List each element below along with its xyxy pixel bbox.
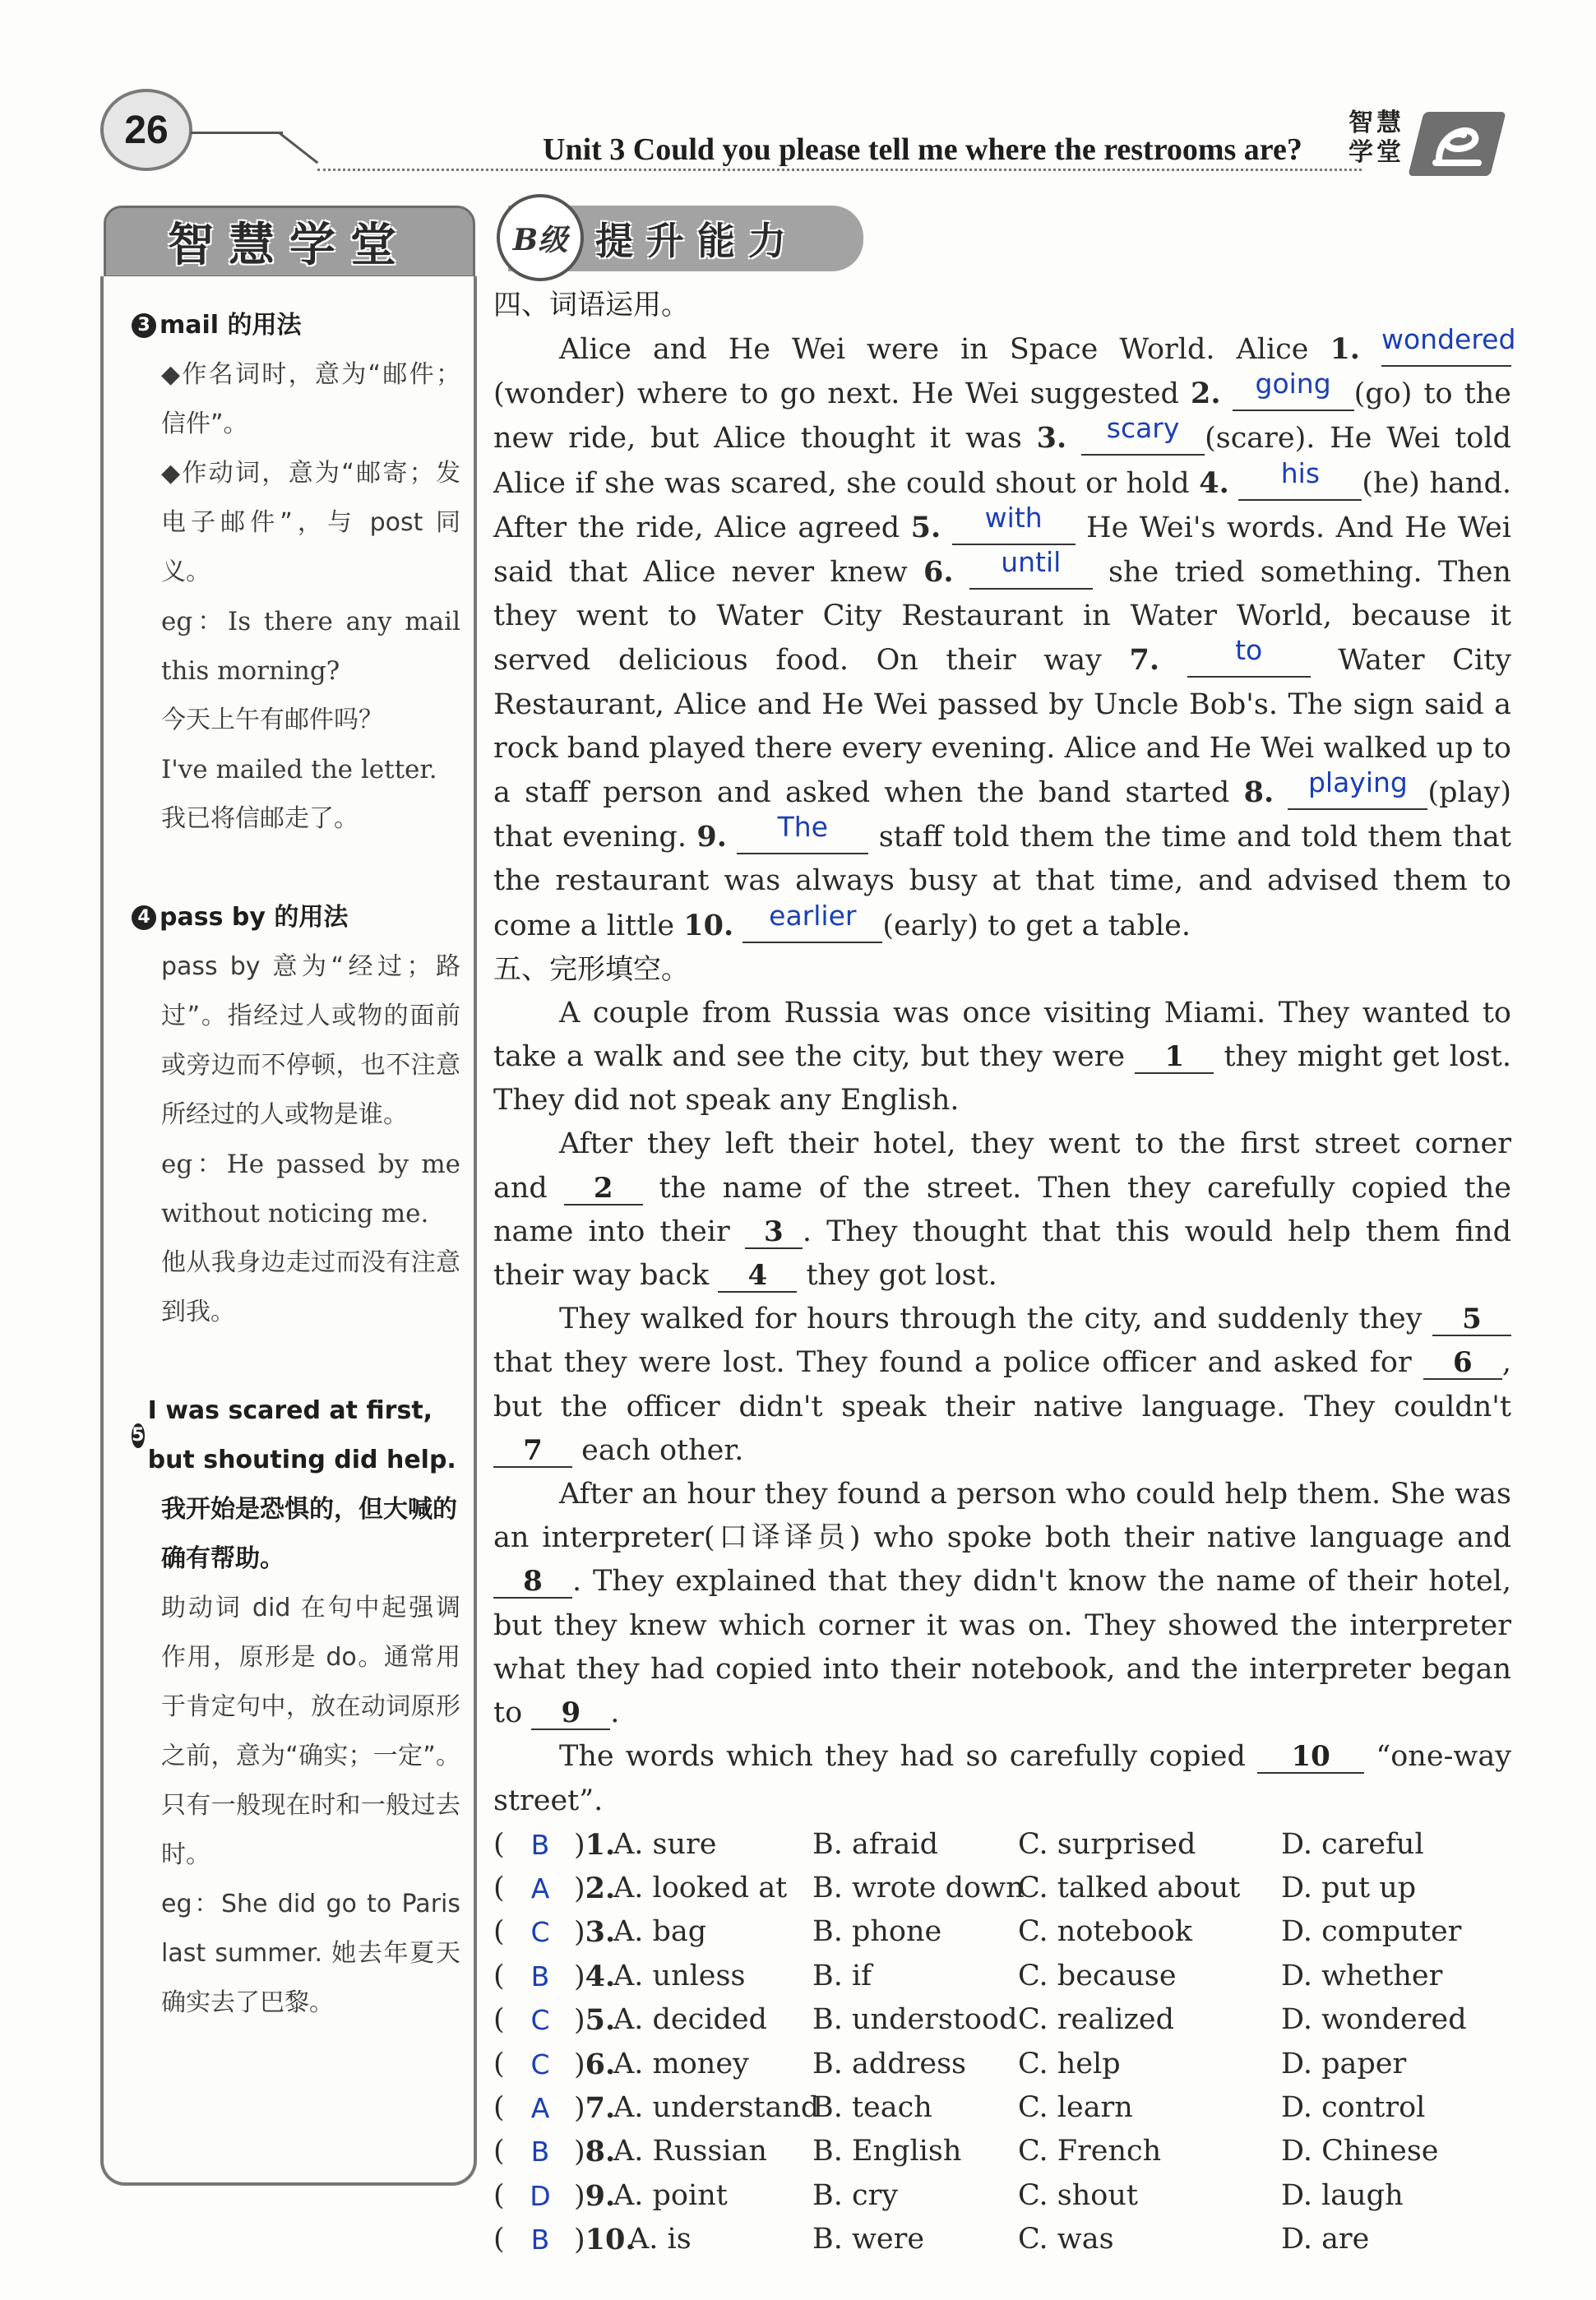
answer-choice[interactable]: B (530, 2136, 550, 2168)
option-b[interactable]: B. if (812, 1959, 872, 1992)
section-4-title: 四、词语运用。 (493, 289, 689, 322)
option-row: ( A )2. A. looked at B. wrote down C. talked about D. put up (493, 1867, 1511, 1910)
answer-blank-2[interactable] (1233, 368, 1354, 411)
note-3-line: ◆作动词，意为“邮寄；发电子邮件”，与 post 同义。 (161, 459, 460, 586)
question-number: 1. (1330, 332, 1360, 366)
option-b[interactable]: B. English (812, 2135, 962, 2168)
answer-text: to (1235, 634, 1263, 667)
answer-blank-9[interactable] (737, 811, 868, 854)
answer-blank-1[interactable] (1381, 323, 1516, 367)
note-4-example: eg：He passed by me without noticing me. (161, 1150, 460, 1229)
option-b[interactable]: B. were (812, 2223, 925, 2256)
passage-text: to get a table. (988, 909, 1191, 942)
option-c[interactable]: C. help (1018, 2047, 1121, 2080)
option-d[interactable]: D. are (1281, 2223, 1370, 2256)
option-row: ( B )8. A. Russian B. English C. French D. Chinese (493, 2130, 1511, 2173)
passage-text: to the new ride, but Alice thought it was (493, 377, 1511, 456)
cloze-blank-2[interactable]: 2 (564, 1173, 643, 1206)
question-number: 2. (1191, 377, 1221, 411)
banner-right-title: 提升能力 (595, 219, 799, 263)
question-number: 5. (910, 510, 941, 544)
note-3-line: ◆作名词时，意为“邮件；信件”。 (161, 360, 460, 438)
option-a[interactable]: A. point (613, 2178, 728, 2212)
note-4-translation: 他从我身边走过而没有注意到我。 (161, 1248, 460, 1326)
answer-choice[interactable]: A (530, 2092, 550, 2125)
note-3-example: eg：Is there any mail this morning? (161, 607, 460, 686)
hint-text: (he) (1362, 466, 1420, 500)
cloze-paragraph-3: They walked for hours through the city, and suddenly they 5 that they were lost. They found a police officer and asked for 6 , but the officer didn't speak their native language. They couldn't 7 each other. (493, 1303, 1511, 1467)
cloze-blank-4[interactable]: 4 (718, 1260, 797, 1293)
answer-text: earlier (769, 899, 857, 932)
hint-text: (go) (1353, 377, 1413, 411)
option-b[interactable]: B. understood (812, 2003, 1018, 2037)
option-c[interactable]: C. shout (1018, 2178, 1138, 2212)
option-row: ( B )1. A. sure B. afraid C. surprised D. careful (493, 1823, 1511, 1867)
option-c[interactable]: C. surprised (1018, 1827, 1196, 1861)
note-number-badge: 4 (132, 905, 156, 930)
option-b[interactable]: B. teach (812, 2091, 932, 2125)
question-number: 3. (1036, 421, 1067, 456)
answer-text: until (1001, 546, 1062, 579)
question-number: 7. (1129, 643, 1160, 678)
hint-text: (wonder) (493, 377, 626, 411)
answer-blank-6[interactable] (969, 546, 1093, 590)
answer-choice[interactable]: D (530, 2179, 551, 2212)
option-c[interactable]: C. was (1018, 2223, 1114, 2256)
logo-text-line2: 学堂 (1349, 138, 1404, 167)
option-d[interactable]: D. laugh (1281, 2178, 1404, 2212)
logo-icon (1408, 112, 1506, 176)
cloze-blank-6[interactable]: 6 (1423, 1347, 1502, 1380)
option-row: ( C )6. A. money B. address C. help D. paper (493, 2043, 1511, 2086)
option-list (493, 1823, 1511, 2262)
sidebar-notes (100, 276, 477, 2186)
option-row: ( A )7. A. understand B. teach C. learn D. control (493, 2086, 1511, 2130)
answer-blank-7[interactable] (1187, 634, 1311, 678)
note-3-translation: 我已将信邮走了。 (161, 804, 359, 833)
option-d[interactable]: D. Chinese (1281, 2135, 1439, 2168)
logo-swirl-icon (1427, 117, 1487, 171)
answer-text: The (777, 811, 828, 844)
option-a[interactable]: A. Russian (613, 2135, 767, 2168)
answer-text: going (1255, 368, 1331, 400)
option-a[interactable]: A. understand (613, 2091, 820, 2125)
cloze-paragraph-4: After an hour they found a person who could help them. She was an interpreter(口译译员) who spoke both their native language and 8 . They explained that they didn't know the name of their hotel, but they knew which corner it was on. They showed the interpreter what they had copied into their notebook, and the interpreter began to 9 . (493, 1478, 1511, 1730)
hint-text: (early) (882, 909, 978, 942)
note-3-title: mail 的用法 (160, 311, 302, 340)
cloze-blank-10[interactable]: 10 (1257, 1741, 1364, 1774)
note-number-badge: 5 (132, 1423, 145, 1448)
level-badge: B级 (497, 194, 584, 281)
option-a[interactable]: A. is (628, 2223, 692, 2256)
passage-text: hand. After the ride, Alice agreed (493, 466, 1511, 544)
option-a[interactable]: A. decided (613, 2003, 767, 2037)
note-4-title: pass by 的用法 (160, 903, 349, 932)
option-c[interactable]: C. French (1018, 2135, 1162, 2168)
header-rule (191, 132, 283, 134)
question-number: 4. (1199, 465, 1229, 500)
answer-choice[interactable]: C (530, 2004, 550, 2037)
cloze-paragraph-1: A couple from Russia was once visiting Miami. They wanted to take a walk and see the city, but they were 1 they might get lost. They did not speak any English. (493, 996, 1511, 1118)
option-row: ( C )3. A. bag B. phone C. notebook D. computer (493, 1910, 1511, 1954)
option-c[interactable]: C. realized (1018, 2003, 1175, 2037)
note-3-heading (132, 301, 460, 350)
logo-text-line1: 智慧 (1349, 109, 1404, 137)
passage-text: staff told them the time and told them that the restaurant was always busy at that time, and advised them to come a little (493, 821, 1511, 942)
note-5-line: 助动词 did 在句中起强调作用，原形是 do。通常用于肯定句中，放在动词原形之前，意为“确实；一定”。只有一般现在时和一般过去时。 (161, 1594, 460, 1869)
cloze-paragraph-5: The words which they had so carefully copied 10 “one-way street”. (493, 1740, 1511, 1817)
option-row: ( C )5. A. decided B. understood C. realized D. wondered (493, 1998, 1511, 2042)
option-d[interactable]: D. computer (1281, 1915, 1462, 1949)
hint-text: (scare). (1205, 422, 1316, 456)
page-number: 26 (100, 89, 192, 171)
answer-choice[interactable]: B (530, 1828, 550, 1861)
answer-blank-5[interactable] (952, 501, 1076, 545)
answer-text: scary (1106, 412, 1180, 445)
option-d[interactable]: D. wondered (1281, 2003, 1467, 2037)
cloze-blank-5[interactable]: 5 (1432, 1303, 1511, 1336)
option-a[interactable]: A. looked at (613, 1872, 788, 1905)
answer-choice[interactable]: B (530, 1960, 550, 1992)
option-row: ( D )9. A. point B. cry C. shout D. laugh (493, 2174, 1511, 2218)
note-5-heading (132, 1386, 460, 1485)
option-c[interactable]: C. notebook (1018, 1915, 1192, 1949)
section-5-title: 五、完形填空。 (493, 952, 689, 986)
option-d[interactable]: D. paper (1281, 2047, 1407, 2080)
answer-choice[interactable]: A (530, 1872, 550, 1905)
cloze-blank-7[interactable]: 7 (493, 1435, 572, 1468)
note-3-example: I've mailed the letter. (161, 755, 437, 784)
answer-text: his (1280, 456, 1321, 489)
answer-choice[interactable]: C (530, 1916, 550, 1949)
question-number: 10. (683, 908, 734, 942)
option-d[interactable]: D. careful (1281, 1827, 1424, 1861)
passage-text: He Wei told Alice if she was scared, she could shout or hold (493, 422, 1511, 500)
option-d[interactable]: D. control (1281, 2091, 1426, 2125)
option-b[interactable]: B. cry (812, 2178, 899, 2212)
option-row: ( B )10. A. is B. were C. was D. are (493, 2218, 1511, 2261)
header-rule-slant (278, 132, 318, 164)
option-b[interactable]: B. address (812, 2047, 967, 2080)
note-number-badge: 3 (132, 313, 156, 338)
note-3-translation: 今天上午有邮件吗？ (161, 706, 383, 734)
note-5-example: eg：She did go to Paris last summer. 她去年夏天确实去了巴黎。 (161, 1890, 460, 2017)
option-a[interactable]: A. money (613, 2047, 749, 2080)
cloze-blank-9[interactable]: 9 (531, 1697, 610, 1730)
logo-text (1349, 109, 1414, 168)
answer-choice[interactable]: C (530, 2048, 550, 2080)
answer-text: wondered (1381, 323, 1516, 355)
question-number: 6. (923, 555, 954, 590)
answer-text: with (984, 501, 1043, 534)
option-a[interactable]: A. bag (613, 1915, 707, 1949)
answer-choice[interactable]: B (530, 2224, 550, 2256)
option-d[interactable]: D. whether (1281, 1959, 1443, 1992)
question-number: 8. (1243, 775, 1274, 810)
cloze-blank-8[interactable]: 8 (493, 1566, 572, 1599)
passage-text: she tried something. Then they went to Water City Restaurant in Water World, because it served delicious food. On their way (493, 556, 1511, 678)
hint-text: (play) (1427, 776, 1511, 810)
banner-left (104, 206, 475, 278)
option-b[interactable]: B. phone (812, 1915, 942, 1949)
answer-blank-3[interactable] (1081, 412, 1205, 456)
section-4-passage (493, 323, 1516, 948)
option-row: ( B )4. A. unless B. if C. because D. whether (493, 1955, 1511, 1998)
passage-text: where to go next. He Wei suggested (636, 377, 1179, 411)
note-4-heading (132, 893, 460, 942)
answer-blank-10[interactable] (742, 899, 882, 943)
passage-text: He Wei's words. And He Wei said that Alice never knew (493, 511, 1511, 590)
header-dotted-rule (317, 169, 1362, 171)
option-c[interactable]: C. talked about (1018, 1872, 1241, 1905)
answer-blank-4[interactable] (1238, 456, 1362, 501)
note-5-title-translation: 我开始是恐惧的，但大喊的确有帮助。 (161, 1495, 457, 1573)
option-b[interactable]: B. afraid (812, 1827, 938, 1861)
question-number: 9. (696, 820, 727, 854)
passage-text: Water City Restaurant, Alice and He Wei passed by Uncle Bob's. The sign said a rock band played there every evening. Alice and He Wei walked up to a staff person and asked when the band started (493, 644, 1511, 810)
main-content (493, 284, 1516, 2262)
option-b[interactable]: B. wrote down (812, 1872, 1025, 1905)
answer-blank-8[interactable] (1288, 766, 1427, 810)
cloze-blank-1[interactable]: 1 (1135, 1041, 1214, 1074)
note-5-title: I was scared at first, but shouting did help. (147, 1396, 456, 1474)
passage-text: Alice and He Wei were in Space World. Alice (559, 333, 1309, 366)
option-a[interactable]: A. sure (613, 1827, 717, 1861)
cloze-blank-3[interactable]: 3 (745, 1216, 803, 1249)
unit-title: Unit 3 Could you please tell me where the restrooms are? (543, 132, 1302, 167)
option-a[interactable]: A. unless (613, 1959, 746, 1992)
option-c[interactable]: C. learn (1018, 2091, 1133, 2125)
cloze-paragraph-2: After they left their hotel, they went to the first street corner and 2 the name of the street. Then they carefully copied the name into their 3 . They thought that this would help them find their way back 4 they got lost. (493, 1127, 1511, 1293)
note-4-line: pass by 意为“经过；路过”。指经过人或物的面前或旁边而不停顿，也不注意所经过的人或物是谁。 (161, 952, 460, 1129)
banner-left-title: 智慧学堂 (168, 219, 411, 272)
answer-text: playing (1307, 766, 1408, 799)
option-c[interactable]: C. because (1018, 1959, 1177, 1992)
passage-text: that evening. (493, 821, 687, 854)
option-d[interactable]: D. put up (1281, 1872, 1417, 1905)
